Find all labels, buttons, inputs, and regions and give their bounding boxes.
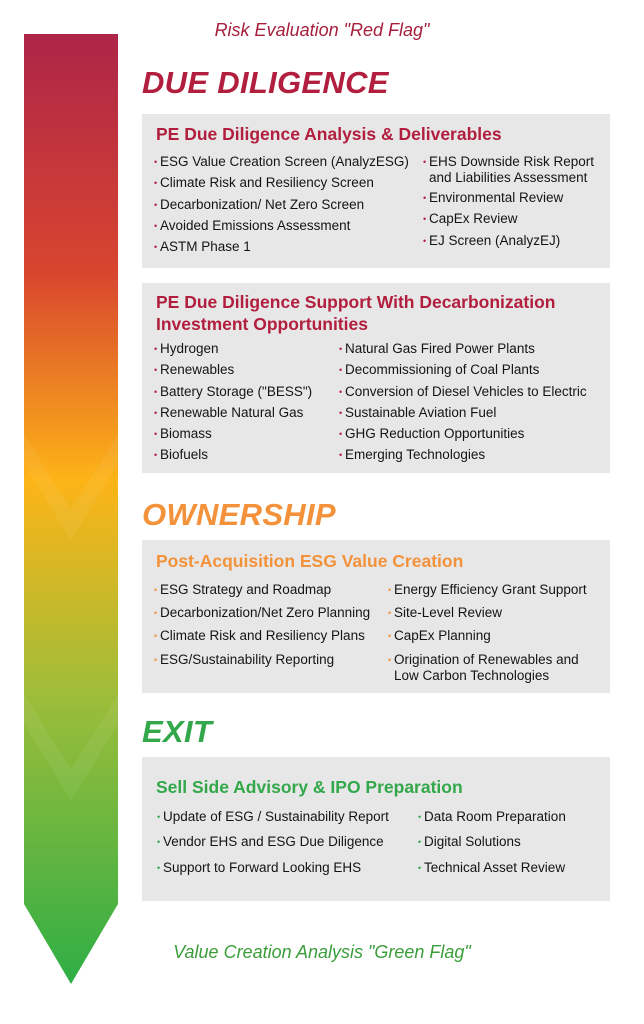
right-list (423, 154, 594, 254)
list-item: • Decommissioning of Coal Plants (339, 362, 587, 378)
item-line-2: Low Carbon Technologies (394, 667, 550, 683)
panel-ownership (142, 540, 610, 693)
list-item: • EJ Screen (AnalyzEJ) (423, 233, 594, 249)
panel-title: Sell Side Advisory & IPO Preparation (156, 777, 463, 797)
left-list (154, 341, 312, 469)
panel-title-line-1: PE Due Diligence Support With Decarbonization (156, 292, 556, 312)
list-item (423, 154, 594, 186)
list-item: • Technical Asset Review (418, 860, 566, 876)
list-item: • Data Room Preparation (418, 809, 566, 825)
list-item: • Site-Level Review (388, 605, 587, 621)
list-item: • Biomass (154, 426, 312, 442)
list-item: • Climate Risk and Resiliency Screen (154, 175, 409, 191)
stage-ownership: OWNERSHIP (142, 497, 336, 532)
list-item: • ESG/Sustainability Reporting (154, 652, 370, 668)
list-item: • Natural Gas Fired Power Plants (339, 341, 587, 357)
list-item: • CapEx Planning (388, 628, 587, 644)
list-item: • ESG Value Creation Screen (AnalyzESG) (154, 154, 409, 170)
right-list (388, 582, 587, 691)
right-list (339, 341, 587, 469)
list-item: • Renewable Natural Gas (154, 405, 312, 421)
value-flag-label: Value Creation Analysis "Green Flag" (173, 942, 471, 962)
list-item: • Energy Efficiency Grant Support (388, 582, 587, 598)
list-item: • Decarbonization/ Net Zero Screen (154, 197, 409, 213)
arrow-body (24, 34, 118, 984)
list-item: • Digital Solutions (418, 834, 566, 850)
risk-flag-label: Risk Evaluation "Red Flag" (214, 20, 430, 40)
left-list (157, 809, 389, 885)
list-item: • Climate Risk and Resiliency Plans (154, 628, 370, 644)
list-item: • Hydrogen (154, 341, 312, 357)
left-list (154, 582, 370, 675)
panel-dd-support (142, 283, 610, 473)
list-item: • Environmental Review (423, 190, 594, 206)
left-list (154, 154, 409, 260)
list-item: • Renewables (154, 362, 312, 378)
list-item: • Support to Forward Looking EHS (157, 860, 389, 876)
list-item: • ASTM Phase 1 (154, 239, 409, 255)
right-list (418, 809, 566, 885)
red-to-green-arrow (24, 34, 118, 984)
list-item: • Battery Storage ("BESS") (154, 384, 312, 400)
panel-exit (142, 757, 610, 901)
item-line-2: and Liabilities Assessment (429, 170, 588, 185)
stage-due-diligence: DUE DILIGENCE (142, 65, 389, 100)
list-item: • Avoided Emissions Assessment (154, 218, 409, 234)
list-item: • GHG Reduction Opportunities (339, 426, 587, 442)
list-item: • Sustainable Aviation Fuel (339, 405, 587, 421)
list-item: • Conversion of Diesel Vehicles to Electric (339, 384, 587, 400)
list-item: • Biofuels (154, 447, 312, 463)
list-item (388, 652, 587, 684)
list-item: • Decarbonization/Net Zero Planning (154, 605, 370, 621)
item-line-1: Origination of Renewables and (394, 651, 579, 667)
panel-title-line-2: Investment Opportunities (156, 314, 368, 334)
panel-title: Post-Acquisition ESG Value Creation (156, 551, 464, 571)
list-item: • CapEx Review (423, 211, 594, 227)
list-item: • Emerging Technologies (339, 447, 587, 463)
panel-dd-analysis (142, 114, 610, 268)
list-item: • Vendor EHS and ESG Due Diligence (157, 834, 389, 850)
stage-exit: EXIT (142, 714, 213, 749)
list-item: • Update of ESG / Sustainability Report (157, 809, 389, 825)
item-line-1: EHS Downside Risk Report (429, 154, 595, 169)
list-item: • ESG Strategy and Roadmap (154, 582, 370, 598)
panel-title: PE Due Diligence Analysis & Deliverables (156, 124, 502, 144)
